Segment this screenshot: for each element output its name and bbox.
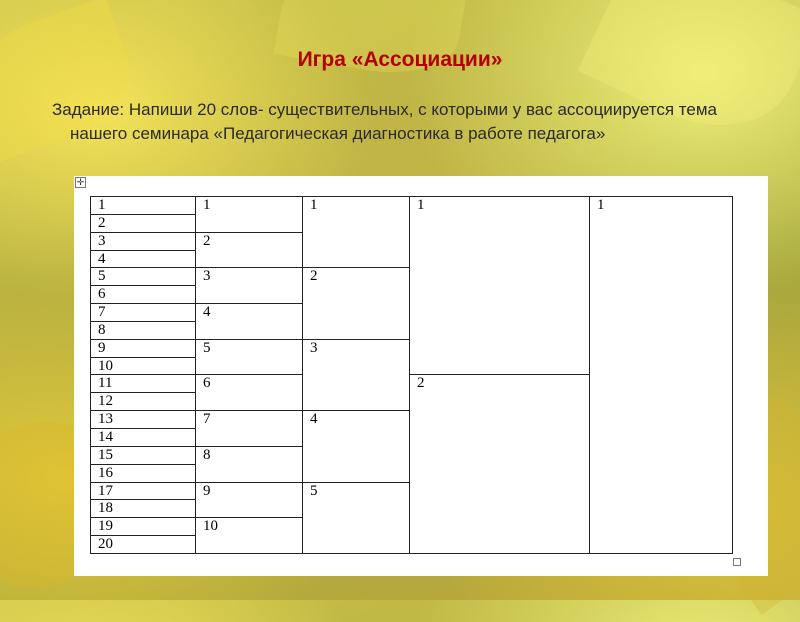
table-cell[interactable]: 4 [91, 250, 196, 268]
table-cell[interactable]: 4 [303, 411, 410, 482]
table-cell[interactable]: 4 [196, 304, 303, 340]
table-cell[interactable]: 5 [196, 339, 303, 375]
table-cell[interactable]: 13 [91, 411, 196, 429]
table-cell[interactable]: 20 [91, 536, 196, 554]
table-cell[interactable]: 3 [91, 232, 196, 250]
table-cell[interactable]: 6 [91, 286, 196, 304]
table-cell[interactable]: 1 [91, 197, 196, 215]
table-cell[interactable]: 3 [303, 339, 410, 410]
table-cell[interactable]: 16 [91, 464, 196, 482]
table-cell[interactable]: 8 [91, 321, 196, 339]
table-cell[interactable]: 5 [303, 482, 410, 554]
table-cell[interactable]: 2 [303, 268, 410, 339]
table-cell[interactable]: 10 [91, 357, 196, 375]
table-cell[interactable]: 9 [91, 339, 196, 357]
table-cell[interactable]: 2 [196, 232, 303, 268]
table-cell[interactable]: 9 [196, 482, 303, 518]
table-cell[interactable]: 1 [303, 197, 410, 268]
table-cell[interactable]: 1 [590, 197, 733, 554]
table-cell[interactable]: 12 [91, 393, 196, 411]
table-cell[interactable]: 14 [91, 428, 196, 446]
association-table [90, 196, 733, 554]
table-cell[interactable]: 3 [196, 268, 303, 304]
table-cell[interactable]: 7 [196, 411, 303, 447]
table-cell[interactable]: 2 [410, 375, 590, 554]
table-cell[interactable]: 19 [91, 518, 196, 536]
table-cell[interactable]: 1 [410, 197, 590, 375]
move-cross-icon[interactable]: ✛ [76, 177, 85, 187]
table-cell[interactable]: 10 [196, 518, 303, 554]
task-text: Задание: Напиши 20 слов- существительных, с которыми у вас ассоциируется тема нашего семинара «Педагогическая диагностика в работе педагога» [52, 100, 717, 143]
table-cell[interactable]: 8 [196, 446, 303, 482]
resize-square-icon[interactable] [733, 558, 741, 566]
table-cell[interactable]: 1 [196, 197, 303, 233]
table-cell[interactable]: 7 [91, 304, 196, 322]
table-cell[interactable]: 18 [91, 500, 196, 518]
table-cell[interactable]: 2 [91, 214, 196, 232]
table-cell[interactable]: 17 [91, 482, 196, 500]
table-cell[interactable]: 11 [91, 375, 196, 393]
table-cell[interactable]: 15 [91, 446, 196, 464]
slide-title: Игра «Ассоциации» [297, 48, 503, 71]
background-leaf [274, 0, 467, 85]
table-cell[interactable]: 6 [196, 375, 303, 411]
table-cell[interactable]: 5 [91, 268, 196, 286]
